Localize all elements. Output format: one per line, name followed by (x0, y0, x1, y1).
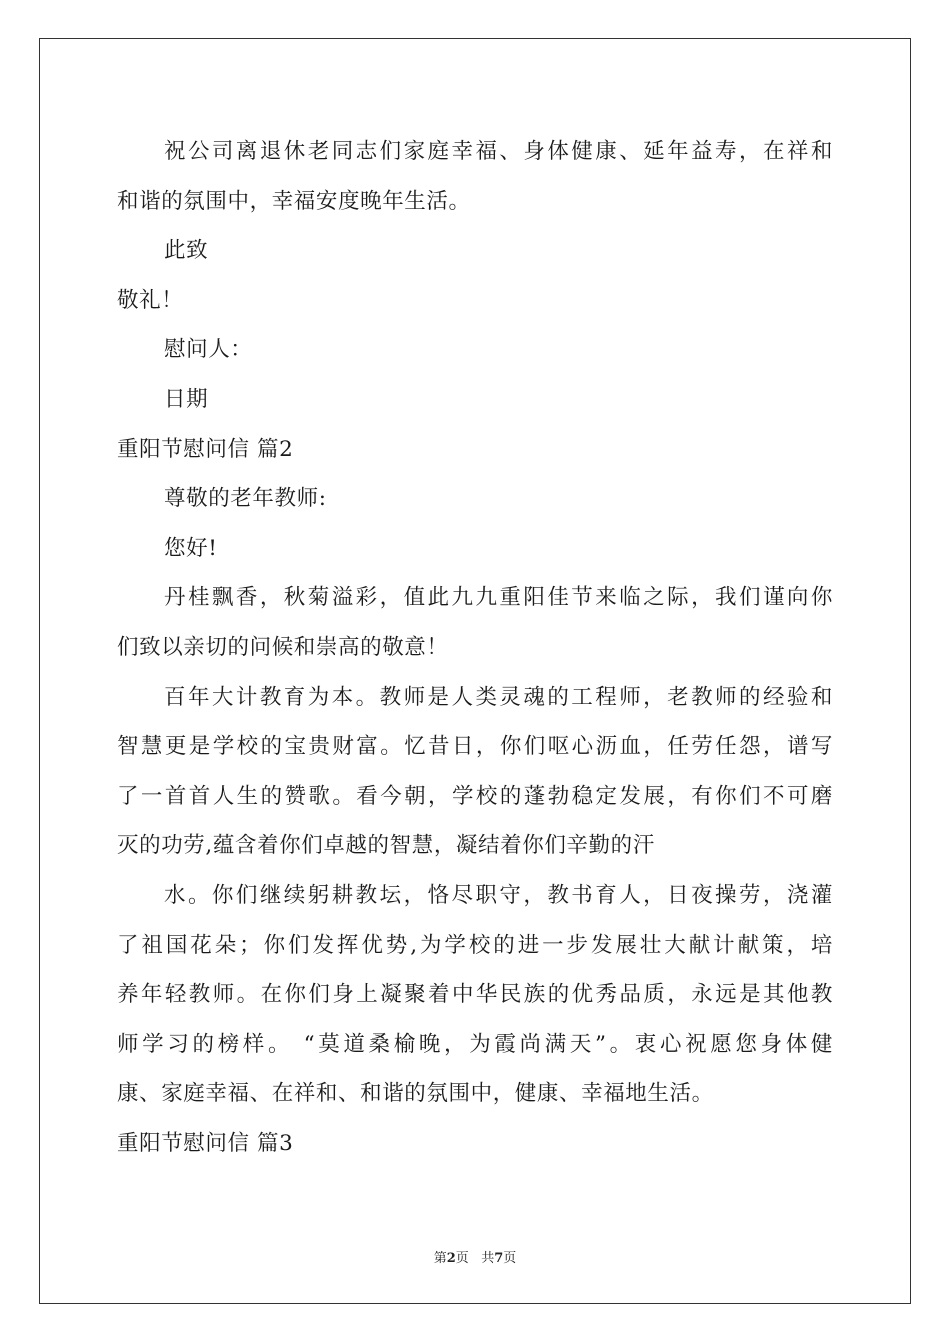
greeting-recipient: 尊敬的老年教师: (164, 486, 327, 512)
paragraph-line: 灭的功劳,蕴含着你们卓越的智慧，凝结着你们辛勤的汗 (117, 833, 655, 859)
paragraph-line: 和谐的氛围中，幸福安度晚年生活。 (117, 188, 471, 214)
page-number: 2 (446, 1251, 456, 1266)
page-suffix: 页 (455, 1251, 469, 1266)
closing-regards: 敬礼！ (117, 287, 184, 313)
page-prefix: 第 (433, 1251, 447, 1266)
paragraph-line: 师学习的榜样。 “莫道桑榆晚，为霞尚满天”。衷心祝愿您身体健 (117, 1031, 833, 1057)
greeting: 您好! (164, 535, 218, 561)
paragraph-line: 了祖国花朵；你们发挥优势,为学校的进一步发展壮大献计献策，培 (117, 932, 833, 958)
section-heading: 重阳节慰问信 篇2 (117, 436, 294, 462)
paragraph-line: 康、家庭幸福、在祥和、和谐的氛围中，健康、幸福地生活。 (117, 1081, 714, 1107)
paragraph-line: 们致以亲切的问候和崇高的敬意！ (117, 634, 449, 660)
paragraph-line: 祝公司离退休老同志们家庭幸福、身体健康、延年益寿，在祥和 (164, 139, 833, 164)
signer-label: 慰问人： (164, 337, 253, 363)
paragraph-line: 百年大计教育为本。教师是人类灵魂的工程师，老教师的经验和 (164, 684, 833, 710)
paragraph-line: 水。你们继续躬耕教坛，恪尽职守，教书育人，日夜操劳，浇灌 (164, 882, 833, 908)
paragraph-line: 丹桂飘香，秋菊溢彩，值此九九重阳佳节来临之际，我们谨向你 (164, 585, 833, 611)
total-suffix: 页 (503, 1251, 517, 1266)
closing-salutation: 此致 (164, 238, 209, 264)
paragraph-line: 智慧更是学校的宝贵财富。忆昔日，你们呕心沥血，任劳任怨，谱写 (117, 734, 833, 760)
total-prefix: 共 (481, 1251, 495, 1266)
date-label: 日期 (164, 386, 209, 412)
page-footer (0, 1247, 950, 1266)
paragraph-line: 了一首首人生的赞歌。看今朝，学校的蓬勃稳定发展，有你们不可磨 (117, 783, 833, 809)
total-pages: 7 (494, 1251, 504, 1266)
section-heading: 重阳节慰问信 篇3 (117, 1130, 294, 1156)
paragraph-line: 养年轻教师。在你们身上凝聚着中华民族的优秀品质，永远是其他教 (117, 982, 833, 1008)
document-body (117, 127, 833, 1168)
